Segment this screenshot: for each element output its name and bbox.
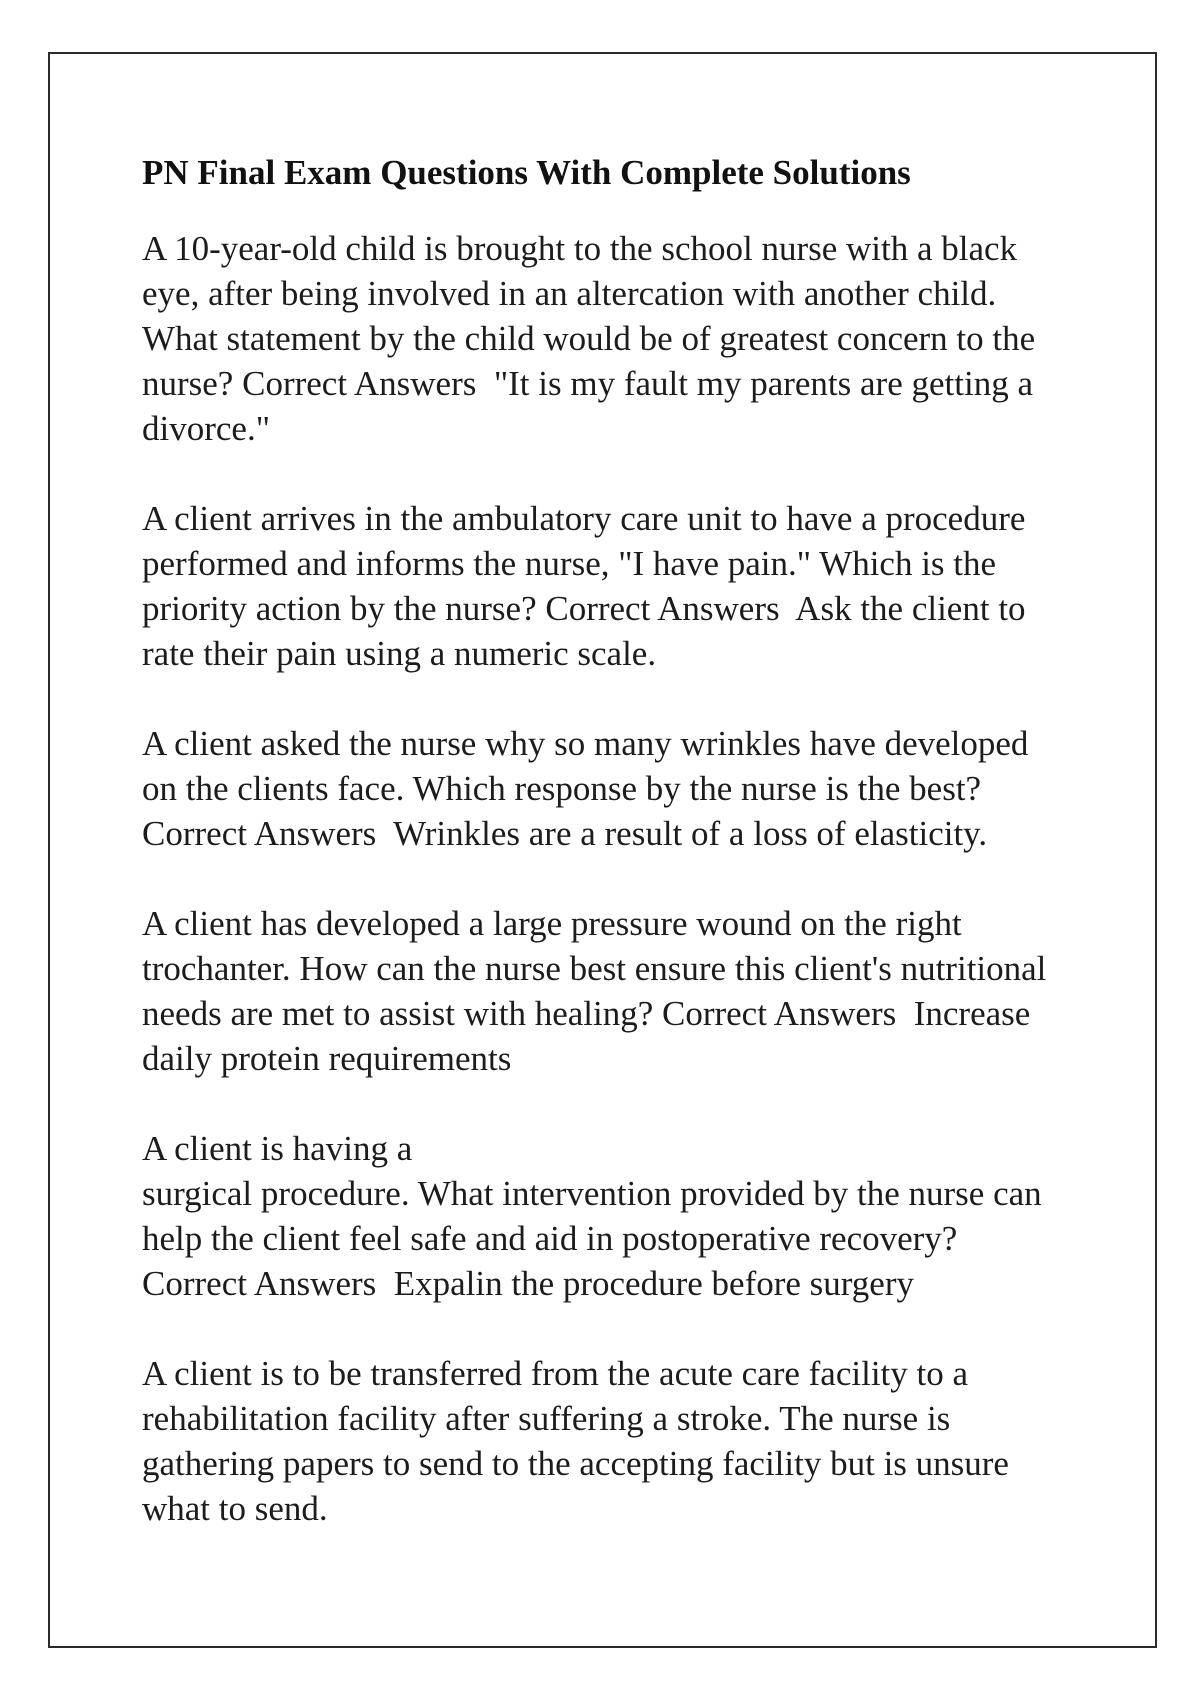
question-block-6: [142, 1351, 1082, 1531]
text-line: help the client feel safe and aid in postoperative recovery?: [142, 1219, 958, 1258]
question-block-4: [142, 901, 1082, 1081]
text-line: A client is to be transferred from the acute care facility to a: [142, 1354, 969, 1393]
text-line: gathering papers to send to the accepting facility but is unsure: [142, 1444, 1009, 1483]
text-line: nurse? Correct Answers "It is my fault my parents are getting a: [142, 364, 1033, 403]
text-line: A client has developed a large pressure wound on the right: [142, 904, 962, 943]
text-line: A client asked the nurse why so many wrinkles have developed: [142, 724, 1029, 763]
question-block-1: [142, 226, 1082, 451]
text-line: eye, after being involved in an altercation with another child.: [142, 274, 997, 313]
document-title: PN Final Exam Questions With Complete Solutions: [142, 153, 911, 192]
text-line: Correct Answers Expalin the procedure before surgery: [142, 1264, 914, 1303]
text-line: What statement by the child would be of greatest concern to the: [142, 319, 1036, 358]
text-line: daily protein requirements: [142, 1039, 512, 1078]
text-line: needs are met to assist with healing? Correct Answers Increase: [142, 994, 1031, 1033]
text-line: performed and informs the nurse, "I have pain." Which is the: [142, 544, 997, 583]
text-line: trochanter. How can the nurse best ensure this client's nutritional: [142, 949, 1047, 988]
document-body: [142, 150, 1082, 1576]
text-line: rehabilitation facility after suffering a stroke. The nurse is: [142, 1399, 951, 1438]
text-line: Correct Answers Wrinkles are a result of a loss of elasticity.: [142, 814, 988, 853]
text-line: what to send.: [142, 1489, 328, 1528]
text-line: surgical procedure. What intervention provided by the nurse can: [142, 1174, 1042, 1213]
question-block-2: [142, 496, 1082, 676]
question-block-3: [142, 721, 1082, 856]
text-line: A 10-year-old child is brought to the school nurse with a black: [142, 229, 1018, 268]
text-line: A client arrives in the ambulatory care unit to have a procedure: [142, 499, 1026, 538]
text-line: on the clients face. Which response by the nurse is the best?: [142, 769, 982, 808]
question-block-5: [142, 1126, 1082, 1306]
text-line: priority action by the nurse? Correct Answers Ask the client to: [142, 589, 1026, 628]
text-line: divorce.": [142, 409, 270, 448]
text-line: A client is having a: [142, 1129, 413, 1168]
text-line: rate their pain using a numeric scale.: [142, 634, 657, 673]
